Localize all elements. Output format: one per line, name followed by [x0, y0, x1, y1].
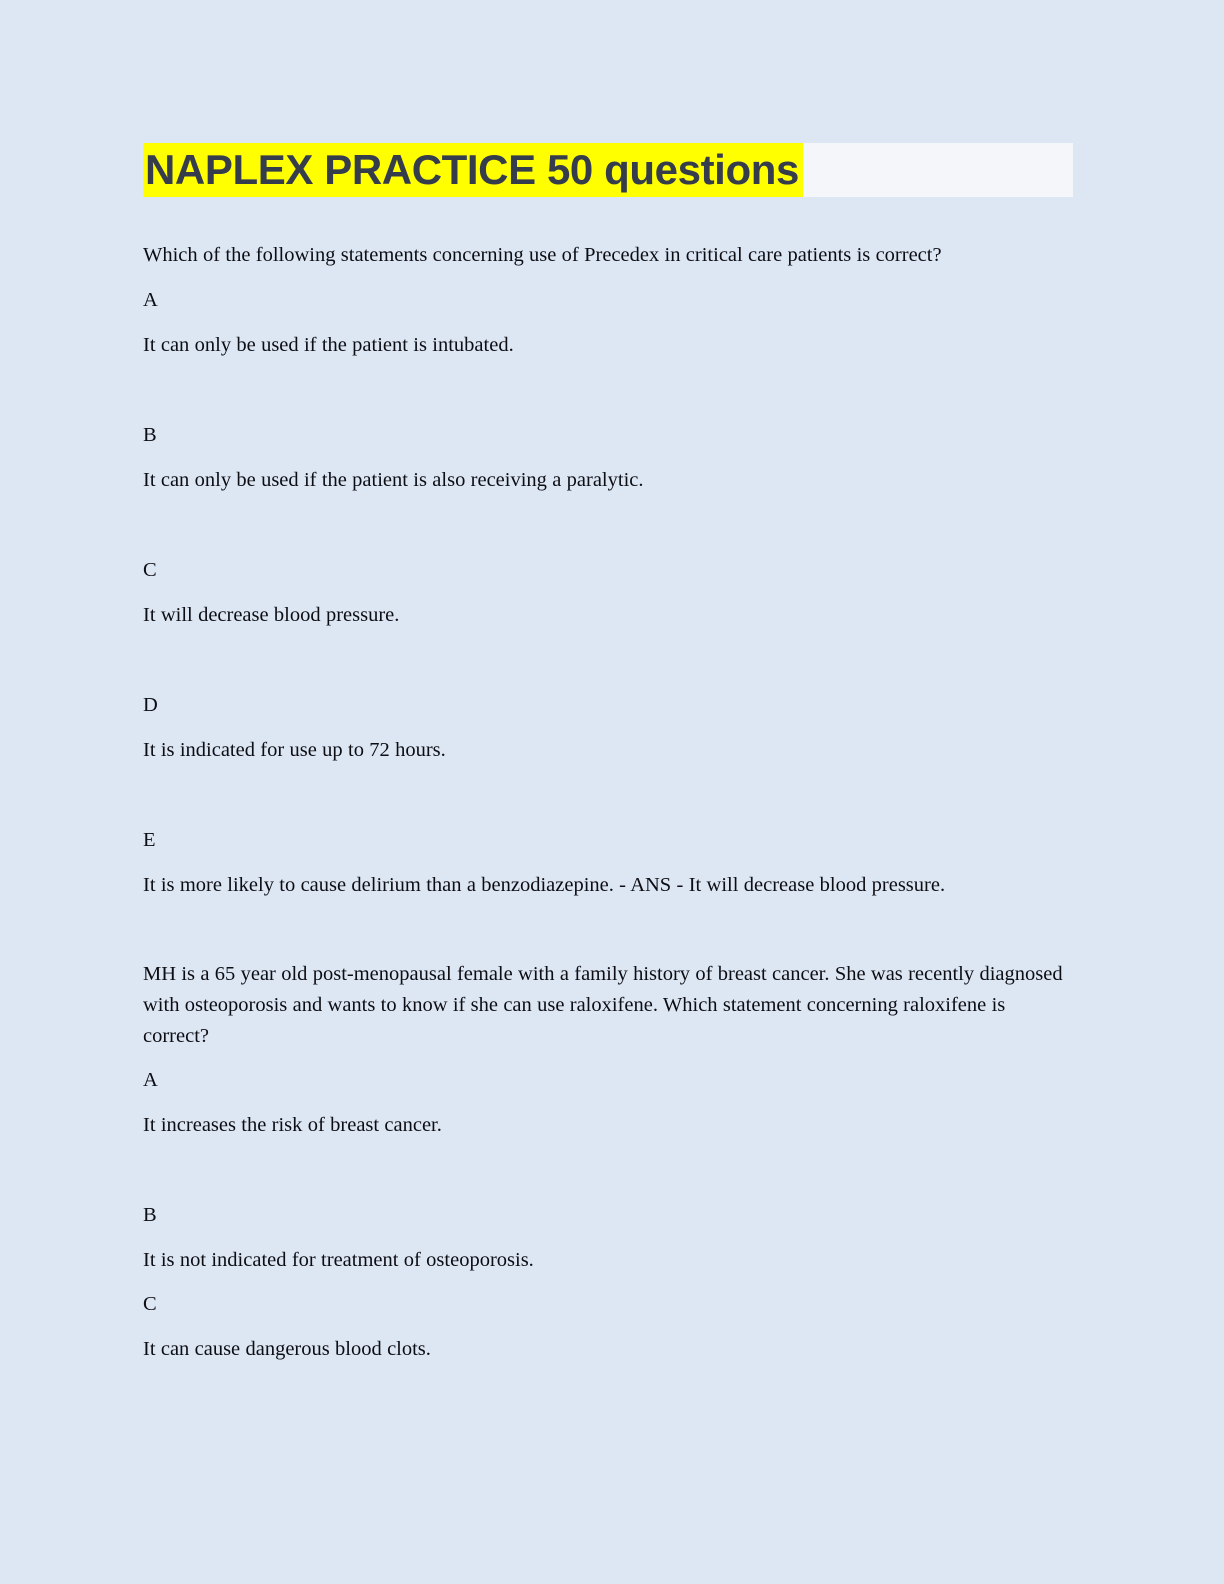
- title-highlight: [143, 143, 803, 197]
- option-text-b: It is not indicated for treatment of osteoporosis.: [143, 1249, 534, 1271]
- option-letter-c: C: [143, 559, 157, 581]
- option-text-a: It can only be used if the patient is intubated.: [143, 334, 514, 356]
- option-letter-b: B: [143, 424, 157, 446]
- question-stem: Which of the following statements concerning use of Precedex in critical care patients is correct?: [143, 244, 942, 266]
- option-text-a: It increases the risk of breast cancer.: [143, 1114, 442, 1136]
- option-letter-a: A: [143, 1069, 158, 1091]
- option-letter-e: E: [143, 829, 156, 851]
- option-letter-c: C: [143, 1293, 157, 1315]
- option-text-b: It can only be used if the patient is also receiving a paralytic.: [143, 469, 644, 491]
- page-title: NAPLEX PRACTICE 50 questions: [145, 146, 799, 193]
- option-letter-b: B: [143, 1204, 157, 1226]
- question-stem: MH is a 65 year old post-menopausal female with a family history of breast cancer. She was recently diagnosed with osteoporosis and wants to know if she can use raloxifene. Which statement concerning raloxifene is correct?: [143, 963, 1063, 1047]
- option-text-e: It is more likely to cause delirium than a benzodiazepine. - ANS - It will decrease blood pressure.: [143, 874, 946, 896]
- document-body: [143, 240, 1075, 1365]
- option-text-c: It will decrease blood pressure.: [143, 604, 400, 626]
- option-letter-a: A: [143, 289, 158, 311]
- option-text-d: It is indicated for use up to 72 hours.: [143, 739, 446, 761]
- option-text-c: It can cause dangerous blood clots.: [143, 1338, 431, 1360]
- option-letter-d: D: [143, 694, 158, 716]
- title-band: [143, 143, 1073, 197]
